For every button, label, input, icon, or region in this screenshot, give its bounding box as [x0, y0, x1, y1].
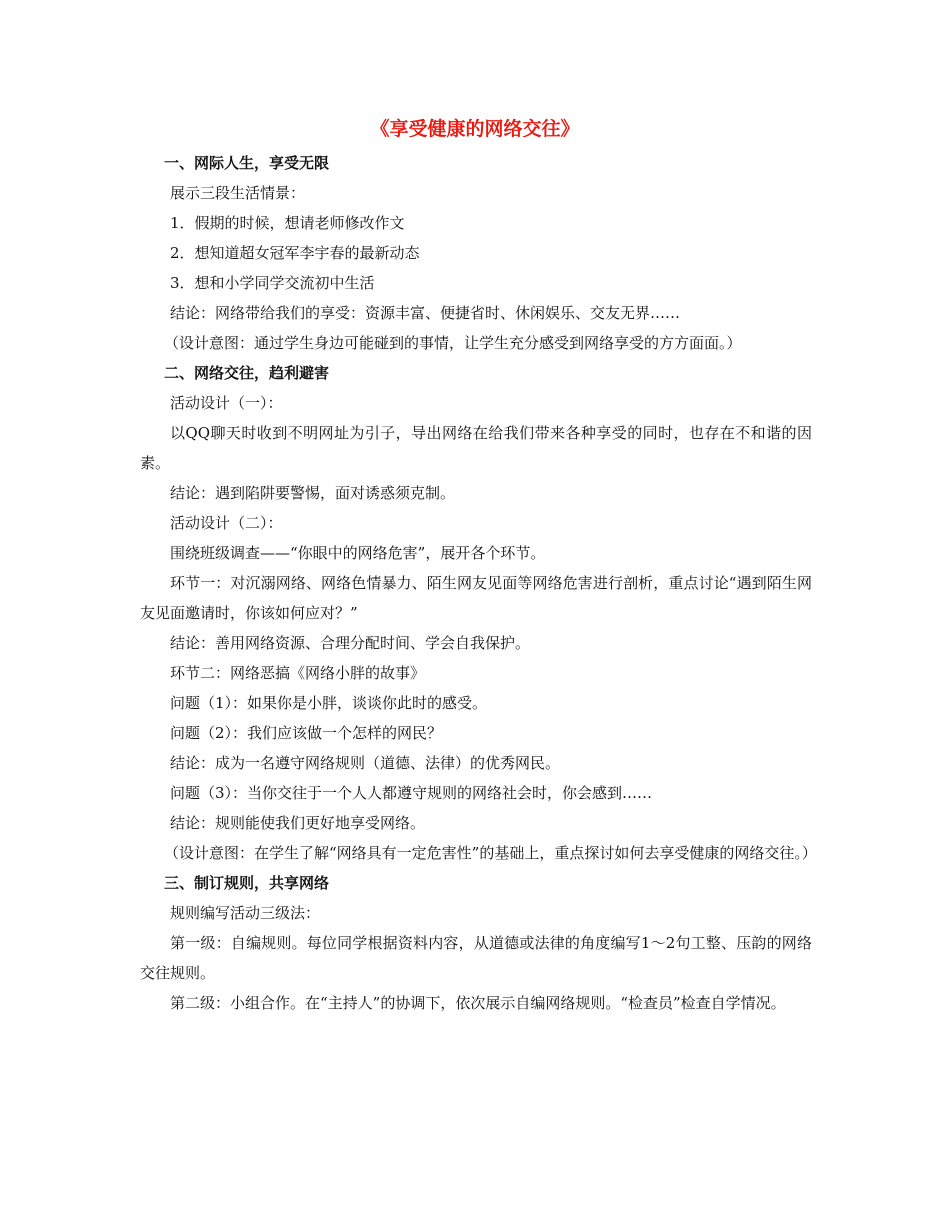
question: 问题（1）：如果你是小胖，谈谈你此时的感受。: [170, 694, 488, 712]
conclusion: 结论：规则能使我们更好地享受网络。: [170, 814, 426, 832]
question: 问题（2）：我们应该做一个怎样的网民？: [170, 724, 443, 742]
conclusion: 结论：善用网络资源、合理分配时间、学会自我保护。: [170, 634, 531, 652]
section-heading: 三、制订规则，共享网络: [164, 874, 330, 892]
paragraph: 第二级：小组合作。在“主持人”的协调下，依次展示自编网络规则。“检查员”检查自学情况。: [170, 994, 786, 1012]
paragraph: 规则编写活动三级法：: [170, 904, 321, 922]
question: 问题（3）：当你交往于一个人人都遵守规则的网络社会时，你会感到……: [170, 784, 653, 802]
document-body: [140, 148, 817, 1018]
design-note: （设计意图：在学生了解“网络具有一定危害性”的基础上，重点探讨如何去享受健康的网络交往。）: [164, 844, 817, 862]
list-item: 1．假期的时候，想请老师修改作文: [170, 214, 405, 232]
section-heading: 二、网络交往，趋利避害: [164, 364, 330, 382]
list-item: 2．想知道超女冠军李宇春的最新动态: [170, 244, 420, 262]
paragraph: 第一级：自编规则。每位同学根据资料内容，从道德或法律的角度编写1～2句工整、压韵的网络交往规则。: [140, 934, 812, 982]
paragraph: 展示三段生活情景：: [170, 184, 306, 202]
section-heading: 一、网际人生，享受无限: [164, 154, 330, 172]
paragraph: 以QQ聊天时收到不明网址为引子，导出网络在给我们带来各种享受的同时，也存在不和谐的因素。: [140, 424, 812, 472]
conclusion: 结论：遇到陷阱要警惕，面对诱惑须克制。: [170, 484, 456, 502]
paragraph: 环节一：对沉溺网络、网络色情暴力、陌生网友见面等网络危害进行剖析，重点讨论“遇到陌生网友见面邀请时，你该如何应对？”: [140, 574, 812, 622]
paragraph: 活动设计（一）：: [170, 394, 283, 412]
design-note: （设计意图：通过学生身边可能碰到的事情，让学生充分感受到网络享受的方方面面。）: [164, 334, 742, 352]
paragraph: 活动设计（二）：: [170, 514, 283, 532]
paragraph: 环节二：网络恶搞《网络小胖的故事》: [170, 664, 426, 682]
conclusion: 结论：网络带给我们的享受：资源丰富、便捷省时、休闲娱乐、交友无界……: [170, 304, 681, 322]
document-title: 《享受健康的网络交往》: [370, 118, 580, 140]
list-item: 3．想和小学同学交流初中生活: [170, 274, 375, 292]
paragraph: 围绕班级调查——“你眼中的网络危害”，展开各个环节。: [170, 544, 546, 562]
conclusion: 结论：成为一名遵守网络规则（道德、法律）的优秀网民。: [170, 754, 561, 772]
